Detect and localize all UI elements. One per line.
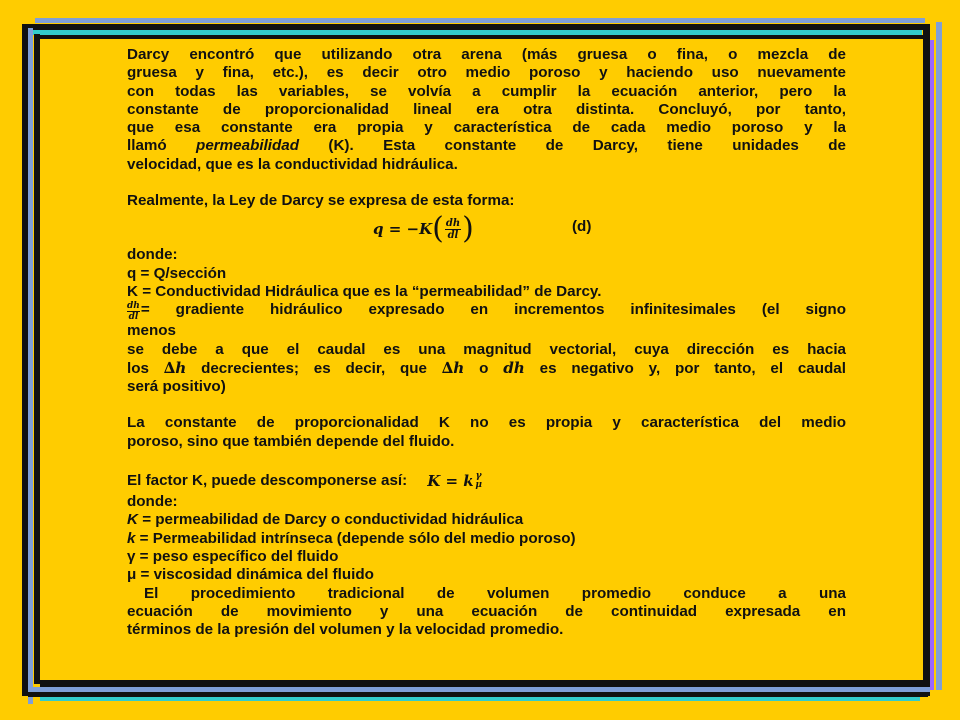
text-line: = gradiente hidráulico expresado en incrementos infinitesimales (el signo: [140, 301, 846, 319]
frame-bottom-cyan: [40, 697, 920, 701]
definition-K: K = Conductividad Hidráulica que es la “permeabilidad” de Darcy.: [127, 282, 602, 300]
text-line: La constante de proporcionalidad K no es propia y característica del medio: [127, 414, 846, 432]
text-line: gruesa y fina, etc.), es decir otro medio poroso y haciendo uso nuevamente: [127, 64, 846, 82]
darcy-law-equation: q = −K ( $\frac{dh}{dl}$ ) (d): [373, 211, 592, 247]
text-line-permeabilidad: [127, 137, 846, 155]
text-line: con todas las variables, se volvía a cumplir la ecuación anterior, pero la: [127, 82, 846, 100]
document-body: [127, 46, 846, 639]
law-intro: Realmente, la Ley de Darcy se expresa de esta forma:: [127, 192, 515, 210]
frame-top-blue: [35, 18, 925, 23]
paragraph-constant: [127, 414, 846, 451]
delta-h-symbol: ∆h: [163, 358, 187, 377]
text-line: ecuación de movimiento y una ecuación de continuidad expresada en: [127, 602, 846, 620]
text-line: que esa constante era propia y característica de cada medio poroso y la: [127, 119, 846, 137]
definition-line: k = Permeabilidad intrínseca (depende sólo del medio poroso): [127, 529, 576, 547]
paragraph-volume-average: [127, 585, 846, 640]
definition-line: γ = peso específico del fluido: [127, 547, 339, 565]
text-line: términos de la presión del volumen y la velocidad promedio.: [127, 621, 564, 639]
text-line: será positivo): [127, 378, 226, 396]
frame-right-purple: [930, 40, 934, 690]
equation-label: (d): [572, 218, 592, 236]
term-permeabilidad: permeabilidad: [196, 137, 300, 155]
frame-top-dark-2: [40, 35, 930, 39]
gradient-symbol: $\frac{dh}{dl}$: [127, 301, 140, 323]
text-line-deltas: los ∆h decrecientes; es decir, que ∆h o dh es negativo y, por tanto, el caudal: [127, 358, 846, 377]
gradient-definition: [127, 301, 846, 322]
donde-label: donde:: [127, 246, 178, 264]
frame-bottom-dark: [40, 680, 930, 687]
dh-symbol: dh: [503, 358, 525, 377]
text-line: velocidad, que es la conductividad hidráulica.: [127, 155, 458, 173]
frame-right-blue: [936, 22, 942, 690]
text-line: constante de proporcionalidad lineal era otra distinta. Concluyó, por tanto,: [127, 100, 846, 118]
text-line: poroso, sino que también depende del fluido.: [127, 432, 455, 450]
definition-q: q = Q/sección: [127, 264, 227, 282]
donde-label: donde:: [127, 493, 178, 511]
frame-left-dark-2: [34, 34, 40, 684]
text-line: menos: [127, 322, 176, 340]
factor-intro: El factor K, puede descomponerse así:: [127, 471, 408, 489]
frame-left-blue: [28, 28, 33, 704]
gradient-fraction: $\frac{dh}{dl}$: [445, 217, 461, 241]
definition-line: K = permeabilidad de Darcy o conductividad hidráulica: [127, 511, 524, 529]
definition-line: μ = viscosidad dinámica del fluido: [127, 566, 374, 584]
factor-line: [127, 469, 846, 493]
text-line: Darcy encontró que utilizando otra arena (más gruesa o fina, o mezcla de: [127, 46, 846, 63]
text-fragment: (K). Esta constante de Darcy, tiene unidades de: [328, 137, 846, 155]
delta-h-symbol: ∆h: [441, 358, 465, 377]
frame-right-dark: [923, 24, 930, 696]
text-fragment: llamó: [127, 137, 167, 155]
equation-lhs: q = −K: [373, 220, 433, 239]
text-line: se debe a que el caudal es una magnitud vectorial, cuya dirección es hacia: [127, 340, 846, 358]
factor-formula: K = k γ μ: [427, 471, 482, 491]
text-line: El procedimiento tradicional de volumen promedio conduce a una: [144, 584, 846, 602]
paragraph-darcy: [127, 46, 846, 174]
